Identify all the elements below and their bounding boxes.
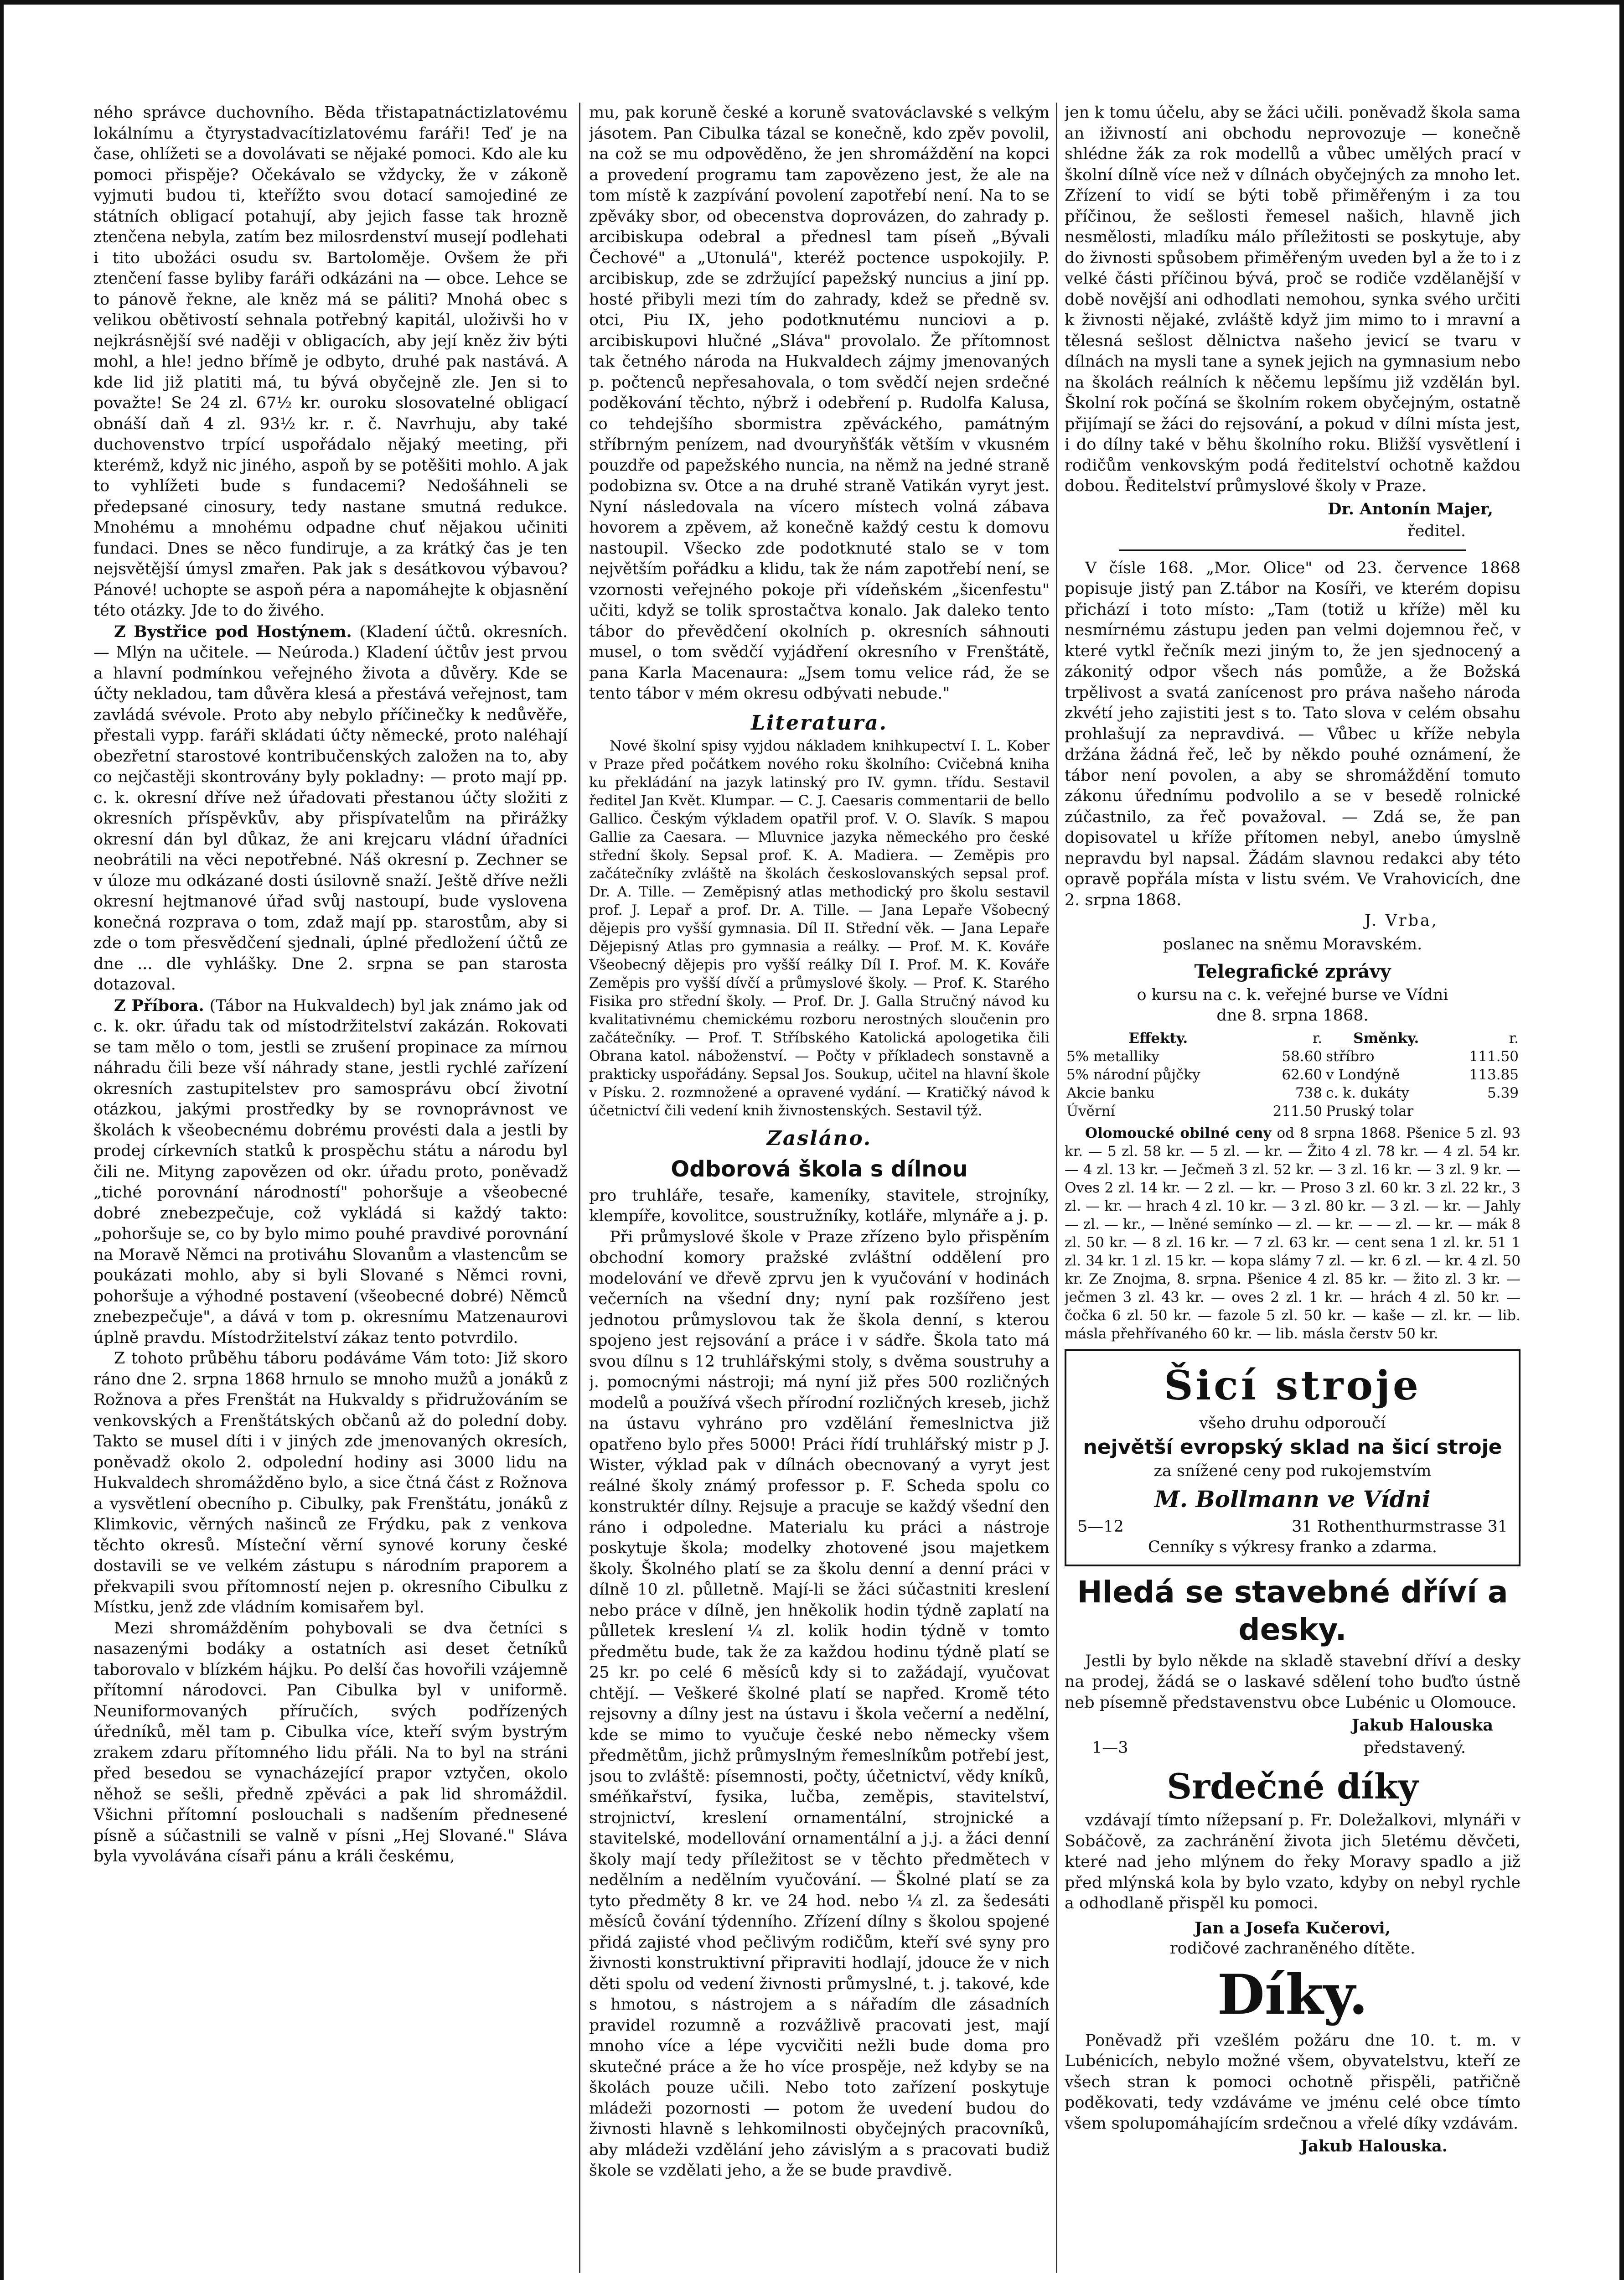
- table-cell: 58.60: [1282, 1048, 1323, 1065]
- ad-thanks-title: Srdečné díky: [1167, 1766, 1418, 1807]
- ad-wood-text: Jestli by bylo někde na skladě stavební dříví a desky na prodej, žádá se o laskavé sdělení toho buďto ústně neb písemně představenstvu obce Lubénic u Olomouce.: [1065, 1652, 1521, 1712]
- table-cell: stříbro: [1326, 1048, 1375, 1065]
- telegraph-date: dne 8. srpna 1868.: [1216, 1006, 1369, 1025]
- table-cell: [1448, 1102, 1521, 1120]
- telegraph-title: Telegrafické zprávy: [1194, 961, 1391, 982]
- article-text: byl jak známo jak od c. k. okr. úřadu tak od místodržitelství zakázán. Rokovati se tam mělo o tom, jestli se zrušení propinace za mírnou náhradu čili beze vší náhrady stane, jestli rychlé zařízení okresních zastupitelstev pro samosprávu obcí životní otázkou, jakými prostředky by se rovnoprávnost ve školách k všeobecnému dobrému provésti dala a jestli by prodej církevních statků k prospěchu státu a národu byl čili ne. Mityng zapovězen od okr. úřadu proto, poněvadž „tiché porovnání národností" pohoršuje a všeobecné dobré znebezpečuje, což vykládá si každý takto: „pohoršuje se, co by bylo mimo pouhé pravdivé porovnání na Moravě Němci na protiváhu Slovanům a vlastencům se poukázati mohlo, aby si byli Slované s Němci rovni, pohoršuje a výhodné postavení (všeobecné dobré) Němců znebezpečuje", a dává v tom p. okresnímu Matzenaurovi úplně pravdu. Místodržitelství zákaz tento potvrdilo.: [93, 996, 568, 1347]
- grain-text: od 8 srpna 1868. Pšenice 5 zl. 93 kr. — 5 zl. 58 kr. — 5 zl. — kr. — Žito 4 zl. 78 kr. — 4 zl. 54 kr. — 4 zl. 13 kr. — Ječmeň 3 zl. 52 kr. — 3 zl. 16 kr. — 3 zl. 9 kr. — Oves 2 zl. 14 kr. — 2 zl. — kr. — Proso 3 zl. 60 kr. 3 zl. 22 kr., 3 zl. — kr. — hrach 4 zl. 10 kr. — 3 zl. 80 kr. — 3 zl. — kr. — Jahly — zl. — kr., — lněné semínko — zl. — kr. — — zl. — kr. — mák 8 zl. 50 kr. — 8 zl. 16 kr. — 7 zl. 63 kr. — cent sena 1 zl. kr. 51 1 zl. 34 kr. 1 zl. 15 kr. — kopa slámy 7 zl. — kr. 6 zl. — kr. 4 zl. 50 kr. Ze Znojma, 8. srpna. Pšenice 4 zl. 85 kr. — žito zl. 3 kr. — ječmen 3 zl. 43 kr. — oves 2 zl. 1 kr. — hrách 4 zl. 50 kr. — čočka 6 zl. 50 kr. — fazole 5 zl. 50 kr. — kaše — zl. kr. — lib. másla přehřívaného 60 kr. — lib. másla čerstv 50 kr.: [1065, 1124, 1521, 1342]
- exchange-table: [1065, 1029, 1521, 1120]
- table-cell: v Londýně: [1326, 1066, 1400, 1083]
- ad-title: Šicí stroje: [1164, 1361, 1421, 1409]
- article-bystrice: [93, 622, 568, 995]
- ad-firm: M. Bollmann ve Vídni: [1154, 1485, 1431, 1513]
- table-cell: 62.60: [1282, 1066, 1323, 1083]
- literature-heading: Literatura.: [751, 711, 888, 735]
- signature-name: Dr. Antonín Majer,: [1328, 499, 1493, 518]
- table-cell: 211.50: [1272, 1103, 1323, 1119]
- table-cell: 738: [1295, 1084, 1323, 1101]
- page-border-top: [0, 0, 1624, 5]
- article-text: Mezi shromážděním pohybovali se dva četníci s nasazenými bodáky a ostatních asi deset četníků taborovalo v blízkém hájku. Po delší čas hovořili vzájemně přítomní národovci. Pan Cibulka byl v uniformě. Neuniformovaných příručích, svých podřízených úředníků, měl tam p. Cibulka více, kteří svým bystrým zrakem zdaru přítomného lidu přáli. Na to byl na stráni před besedou se vynacházející prapor vztyčen, okolo něhož se sešli, předně zpěváci a pak lid shromáždil. Všichni přítomní poslouchali s nadšením přednesené písně a súčastnili se valně v písni „Hej Slované." Sláva byla vyvolávána císaři pánu a králi českému,: [93, 1619, 568, 1865]
- table-header: [1065, 1029, 1521, 1047]
- ad-line: všeho druhu odporoučí: [1199, 1414, 1386, 1432]
- section-title: Z Bystřice pod Hostýnem.: [114, 622, 352, 641]
- article-text: ného správce duchovního. Běda třistapatnáctizlatovému lokálnímu a čtyrystadvacítizlatovému faráři! Teď je na čase, ohlížeti se a dovolávati se nějaké pomoci. Kdo ale ku pomoci přispěje? Očekávalo se vždycky, že v zákoně vyjmuti budou ti, kteřížto svou dotací samojediné ze státních obligací potahují, aby jejich fasse tak hrozně ztenčena nebyla, zatím bez milosrdenství musejí podlehati i tito ubožáci osudu sv. Bartoloměje. Ovšem že při ztenčení fasse byliby faráři odkázáni na — obce. Lehce se to pánově řekne, ale kněz má se páliti? Mnohá obec s velikou obětivostí sehnala potřebný kapitál, uloživši ho v nejkrásnější své naději v obligacích, aby její kněz živ býti mohl, a hle! jedno břímě je odbyto, druhé pak nastává. A kde lid již platiti má, tu bývá obyčejně zle. Jen si to považte! Se 24 zl. 67½ kr. ouroku slosovatelné obligací obnáší daň 4 zl. 93½ kr. r. č. Navrhuju, aby také duchovenstvo trpící uspořádalo nějaký meeting, při kterémž, když nic jiného, aspoň by se potěšiti mohlo. A jak to vyhlížeti bude s fundacemi? Nedošáhneli se předepsané cinosury, tedy nastane smutná redukce. Mnohému a mnohému odpadne chuť nějakou učiniti fundaci. Dnes se něco fundiruje, a za krátký čas je ten nejsvětější úmysl zmařen. Pak jak s desátkovou výbavou? Pánové! uchopte se aspoň péra a napomáhejte k objasnění této otázky. Jde to do živého.: [93, 104, 568, 620]
- ad-thanks-signature: Jan a Josefa Kučerovi,: [1195, 1918, 1391, 1938]
- page-border-right: [1619, 0, 1624, 2280]
- table-header-cell: r.: [1312, 1030, 1323, 1047]
- school-subtitle: pro truhláře, tesaře, kameníky, stavitele, strojníky, klempíře, kovolitce, soustružníky, kotláře, mlynáře a j. p.: [589, 1186, 1050, 1225]
- ad-line: za snížené ceny pod rukojemstvím: [1153, 1462, 1432, 1480]
- signature-role: poslanec na sněmu Moravském.: [1163, 935, 1422, 953]
- literature-text: Nové školní spisy vyjdou nákladem knihkupectví I. L. Kober v Praze před počátkem nového roku školního: Cvičebná kniha ku překládání na jazyk latinský pro IV. gymn. třídu. Sestavil ředitel Jan Květ. Klumpar. — C. J. Caesaris commentarii de bello Gallico. Českým výkladem opatřil prof. V. O. Slavík. S mapou Gallie za Caesara. — Mluvnice jazyka německého pro české střední školy. Sepsal prof. K. A. Madiera. — Zeměpis pro začátečníky zvláště na školách českoslovanských sepsal prof. Dr. A. Tille. — Zeměpisný atlas methodický pro školu sestavil prof. J. Lepař a prof. Dr. A. Tille. — Jana Lepaře Všobecný dějepis pro vyšší gymnasia. Díl II. Střední věk. — Jana Lepaře Dějepisný Atlas pro gymnasia a reálky. — Prof. M. K. Kováře Všeobecný dějepis pro vyšší reálky Díl I. Prof. M. K. Kováře Zeměpis pro vyšší dívčí a průmyslové školy. — Prof. K. Starého Fisika pro střední školy. — Prof. Dr. J. Galla Stručný návod ku kvalitativnému chemickému rozboru nerostných sloučenin pro začátečníky. — Prof. T. Stříbského Katolická apologetika čili Obrana katol. náboženství. — Počty v příkladech sonstavně a prakticky uspořádány. Sepsal Jos. Soukup, učitel na hlavní škole v Písku. 2. rozmnožené a opravené vydání. — Kratičký návod k účetnictví čili vedení knih živnostenských. Sestavil týž.: [589, 738, 1050, 1119]
- section-subtitle: (Kladení účtů. okresních. — Mlýn na učitele. — Neúroda.): [93, 622, 568, 662]
- column-rule: [579, 103, 580, 2273]
- article-text: Kladení účtův jest prvou a hlavní podmínkou veřejného života a důvěry. Kde se účty nekladou, tam důvěra klesá a přestává veřejnost, tam zavládá svévole. Proto aby nebylo příčinečky k nedůvěře, přestali vypp. faráři skládati účty německé, proto naléhají obezřetní starostové kontribučenských založen na to, aby co nejčastěji skontrovány byly pokladny: — proto mají pp. c. k. okresní dříve než úřadovati přestanou účty složiti z okresních příspěvkův, aby přispívatelům na přirážky okresní dán byl důkaz, že ani krejcaru vládní úřadníci neobrátili na věci nepotřebné. Náš okresní p. Zechner se v úloze mu odkázané dosti úsilovně snaží. Ještě dříve nežli okresní hejtmanové úřad svůj nastoupí, bude vyslovena konečná rozprava o tom, zdaž mají pp. starostům, aby si zde o tom přesvědčení sjednali, úplné předložení účtů ze dne ... dle vyhlášky. Dne 2. srpna se pan starosta dotazoval.: [93, 643, 568, 994]
- table-row: [1065, 1102, 1521, 1120]
- table-row: [1065, 1066, 1521, 1084]
- table-header-cell: Směnky.: [1353, 1030, 1419, 1047]
- ad-diky-title: Díky.: [1217, 1962, 1368, 2027]
- grain-prices: [1065, 1124, 1521, 1343]
- table-cell: 5% metalliky: [1066, 1048, 1159, 1065]
- table-row: [1065, 1084, 1521, 1102]
- ad-diky-text: Poněvadž při vzešlém požáru dne 10. t. m. v Lubénicích, nebylo možné všem, obyvatelstvu, kteří ze všech stran k pomoci ochotně přispěli, patřičně poděkovati, tedy vzdáváme ve jménu celé obce tímto všem spolupomáhajícím srdečnou a vřelé díky vzdávám.: [1065, 2031, 1521, 2133]
- ad-number: 5—12: [1077, 1517, 1124, 1536]
- ad-thanks-role: rodičové zachraněného dítěte.: [1169, 1939, 1416, 1958]
- page-border-left: [0, 0, 4, 2280]
- ad-address: 31 Rothenthurmstrasse 31: [1292, 1517, 1508, 1536]
- article-text: jen k tomu účelu, aby se žáci učili. poněvadž škola sama an iživností ani obchodu neprovozuje — konečně shlédne žák za rok modellů a vůbec umělých prací v školní dílně více než v dílnách obyčejných za mnoho let. Zřízení to vidí se býti tobě přiměřeným i za tou příčinou, že sešlosti řemesel našich, hlavně jich nesmělosti, mladíku málo příležitosti se poskytuje, aby do živnosti spůsobem přiměřeným uveden byl a že to i z velké části příčinou bývá, proč se rodiče vzdělanější v době novější ani odhodlati nemohou, synka svého určiti k živnosti nějaké, zvláště když jim mimo to i mravní a tělesná sešlost dělnictva našeho jevicí se tvaru v dílnách na mysli tane a synek jejich na gymnasium nebo na školách reálních k něčemu lepšímu již vzdělán byl. Školní rok počíná se školním rokem obyčejným, ostatně přijímají se žáci do rejsování, a pokud v dílni místa jest, i do dílny také v běhu školního roku. Bližší vysvětlení i rodičům venkovským podá ředitelství ochotně každou dobou. Ředitelství průmyslové školy v Praze.: [1065, 104, 1521, 495]
- signature-name: J. Vrba,: [1365, 912, 1438, 930]
- ad-diky-signature: Jakub Halouska.: [1300, 2137, 1448, 2156]
- column-1: [93, 103, 568, 2275]
- telegraph-subtitle: o kursu na c. k. veřejné burse ve Vídni: [1137, 985, 1448, 1004]
- column-2: [589, 103, 1050, 2275]
- table-cell: 113.85: [1469, 1066, 1519, 1083]
- ad-wood-footer: [1065, 1738, 1521, 1759]
- ad-wood-title: Hledá se stavebné dříví a desky.: [1077, 1574, 1508, 1647]
- table-cell: 111.50: [1469, 1048, 1519, 1065]
- zaslano-heading: Zasláno.: [766, 1127, 872, 1150]
- article-text: mu, pak koruně české a koruně svatováclavské s velkým jásotem. Pan Cibulka tázal se konečně, kdo zpěv povolil, na což se mu odpověděno, že jen shromáždění na kopci a provedení programu tam zapovězeno jest, že ale na tom místě k zazpívání povolení zapotřebí není. Na to se zpěváky sbor, od obecenstva doprovázen, do zahrady p. arcibiskupa odebral a přednesl tam píseň „Bývali Čechové" a „Utonulá", kteréž poctence uspokojily. P. arcibiskup, zde se zdržující papežský nuncius a jiní pp. hosté přibyli mezi tím do zahrady, kdež se předně sv. otci, Piu IX, jeho podotknutému nunciovi a p. arcibiskupovi hlučné „Sláva" provolalo. Že přítomnost tak četného národa na Hukvaldech zájmy jmenovaných p. počtenců nepřesahovala, o tom svědčí nejen srdečné poděkování těchto, nýbrž i odebření p. Rudolfa Kalusa, co tehdejšího sbormistra zpěváckého, památným stříbrným penízem, nad dvouryňšťák větším v vkusném pouzdře od papežského nuncia, na němž na jedné straně podobizna sv. Otce a na druhé straně Vatikán vyryt jest. Nyní následovala na vícero místech volná zábava hovorem a zpěvem, až konečně každý cestu k domovu nastoupil. Všecko zde podotknuté stalo se v tom největším pořádku a klidu, tak že nám zapotřebí není, se vzornosti veřejného pokoje při vídeňském „šicenfestu" učiti, když se tolik sprostačtva konalo. Jak daleko tento tábor do převědčení okolních p. okresních sáhnouti musel, o tom svědčí vyjádření okresního v Frenštátě, pana Karla Macenaura: „Jsem tomu velice rád, že se tento tábor v mém okresu odbývati nebude.": [589, 104, 1050, 703]
- table-cell: Úvěrní: [1066, 1103, 1115, 1119]
- ad-footer: Cenníky s výkresy franko a zdarma.: [1148, 1538, 1438, 1556]
- table-cell: Akcie banku: [1066, 1084, 1155, 1101]
- letter-text: V čísle 168. „Mor. Olice" od 23. července 1868 popisuje jistý pan Z.tábor na Kosíři, ve kterém dopisu přichází i toto místo: „Tam (totiž u kříže) měl ku nesmírnému zástupu jeden pan velmi dojemnou řeč, v které vytkl řečník mezi jiným to, že jen sjednocený a zákonitý odpor všech nás pomůže, a že Božská trpělivost a svatá zanícenost pro práva našeho národa zkvétí jeho zajistiti jest s to. Tato slova v celém obsahu prohlašují za nepravdivá. — Vůbec u kříže nebyla držána žádná řeč, leč by někdo pouhé oznámení, že tábor není povolen, a aby se shromáždění tomuto zákonu úřednímu podvolilo a se v besedě rolnické zúčastnilo, za řeč považoval. — Zdá se, že pan dopisovatel u kříže přítomen nebyl, anebo úmyslně nepravdu byl napsal. Žádám slavnou redakci aby této opravě popřála místa v listu svém. Ve Vrahovicích, dne 2. srpna 1868.: [1065, 559, 1521, 909]
- school-text: Při průmyslové škole v Praze zřízeno bylo přispěním obchodní komory pražské zvláštní oddělení pro modelování ve dřevě zprvu jen k vyučování v hodinách večerních na všední dny; nyní pak rozšířeno jest jednotou průmyslovou tak že škola denní, s kterou spojeno jest rejsování a práce i v sádře. Škola tato má svou dílnu s 12 truhlářskými stoly, s dvěma soustruhy a j. pomocnými nástroji; má nyní již přes 500 rozličných modelů a používá všech přírodní rozličných kreseb, jichž na ústavu vyhráno pro vzdělání řemeslnictva již opatřeno bylo přes 5000! Práci řídí truhlářský mistr p J. Wister, výklad pak v dílnách obecnovaný a vyryt jest reálné školy známý professor p. F. Scheda spolu co konstruktér dílny. Rejsuje a pracuje se každý všední den ráno i odpoledne. Materialu ku práci a nástroje poskytuje škola; modelky zhotovené jsou majetkem školy. Školného platí se za školu denní a denní práci v dílně 10 zl. půlletně. Mají-li se žáci súčastniti kreslení nebo práce v dílně, jen hněkolik hodin týdně zaplatí na půlletek kreslení ¼ zl. kolik hodin týdně v tomto předmětu bude, tak že za každou hodinu týdně platí se 25 kr. po celé 6 měsíců kdy si to zažádají, vyučovat chtějí. — Veškeré školné platí se napřed. Kromě této rejsovny a dílny jest na ústavu i škola večerní a nedělní, kde se mimo to vyučuje české nebo německy všem předmětům, jichž průmyslným řemeslníkům potřebí jest, jsou to zvláště: písemnosti, počty, účetnictví, vědy kníků, sméňkařství, fysika, lučba, zeměpis, stavitelství, strojnictví, kreslení ornamentální, strojnické a stavitelské, modellování ornamentální a j.j. a žáci denní školy mají tedy příležitost se v těchto předmětech v nedělním a nedělním vyučování. — Školné platí se za tyto předměty 8 kr. ve 24 hod. nebo ¼ zl. za šedesáti měsíců čování týdenního. Zřízení dílny s školou spojené přidá zajisté vhod pečlivým rodičům, kteří své syny pro živnosti konstruktivní připraviti hodlají, jdouce že v nich děti spolu od vedení živnosti průmyslné, t. j. takové, kde s hmotou, s nástrojem a s nářadím dle zásadních pravidel rozumně a rozvážlivě pracovati jest, mají mnoho více a lépe vycvičiti nežli bude doma pro skutečné práce a že ho více prospěje, než kdyby se na školách pouze učili. Nebo toto zařízení poskytuje mládeži pozornosti — potom že uvedení budou do živnosti hlavně s lehkomilnosti obyčejných pracovníků, aby mládeži vzdělání jeho závislým a s pracovati budiž škole se vzdělati jeho, a že se bude pravdivě.: [589, 1228, 1050, 2180]
- grain-title: Olomoucké obilné ceny: [1085, 1124, 1272, 1141]
- table-cell: 5.39: [1487, 1084, 1519, 1101]
- article-pribora: [93, 995, 568, 1349]
- ad-line: největší evropský sklad na šicí stroje: [1083, 1435, 1502, 1459]
- table-row: [1065, 1047, 1521, 1066]
- section-title: Z Příbora.: [114, 996, 204, 1015]
- section-subtitle: (Tábor na Hukvaldech): [209, 996, 395, 1015]
- signature-role: ředitel.: [1407, 522, 1466, 540]
- table-cell: c. k. dukáty: [1326, 1084, 1409, 1101]
- article-text: Z tohoto průběhu táboru podáváme Vám toto: Již skoro ráno dne 2. srpna 1868 hrnulo se mnoho mužů a jonáků z Rožnova a přes Frenštát na Hukvaldy s přidružováním se venkovských a Frenštátských občanů až do polední doby. Takto se musel díti i v jiných zde jmenovaných okresích, poněvadž okolo 2. odpolední hodiny asi 3000 lidu na Hukvaldech shromážděno bylo, a sice čtná část z Rožnova a vysvětlení obecního p. Cibulky, pak Frenštátu, jonáků z Klimkovic, věrných našinců ze Frýdku, pak z venkova těchto okresů. Místeční věrní synové koruny české dostavili se ve velkém zástupu s národním praporem a překvapili svou přítomností nejen p. okresního Cibulku z Místku, jenž zde vládním komisařem byl.: [93, 1349, 568, 1617]
- ad-number: 1—3: [1092, 1738, 1128, 1757]
- table-header-cell: r.: [1509, 1030, 1519, 1047]
- ad-address-row: [1077, 1517, 1508, 1538]
- ad-thanks-text: vzdávají tímto nížepsaní p. Fr. Doležalkovi, mlynáři v Sobáčově, za zachránění života jich 5letému děvčeti, které nad jeho mlýnem do řeky Moravy spadlo a již před mlýnská kola by bylo vzato, kdyby on nebyl rychle a odhodlaně přispěl ku pomoci.: [1065, 1811, 1521, 1912]
- table-cell: 5% národní půjčky: [1066, 1066, 1200, 1083]
- column-rule: [1056, 103, 1057, 2273]
- table-header-cell: Effekty.: [1128, 1030, 1188, 1047]
- ad-sewing-machines: [1065, 1349, 1521, 1566]
- ad-wood-signature: Jakub Halouska: [1351, 1716, 1493, 1735]
- table-cell: Pruský tolar: [1326, 1103, 1414, 1119]
- column-3: [1065, 103, 1521, 2275]
- ad-role: představený.: [1363, 1738, 1466, 1757]
- school-title: Odborová škola s dílnou: [671, 1156, 968, 1182]
- divider: [1119, 549, 1466, 551]
